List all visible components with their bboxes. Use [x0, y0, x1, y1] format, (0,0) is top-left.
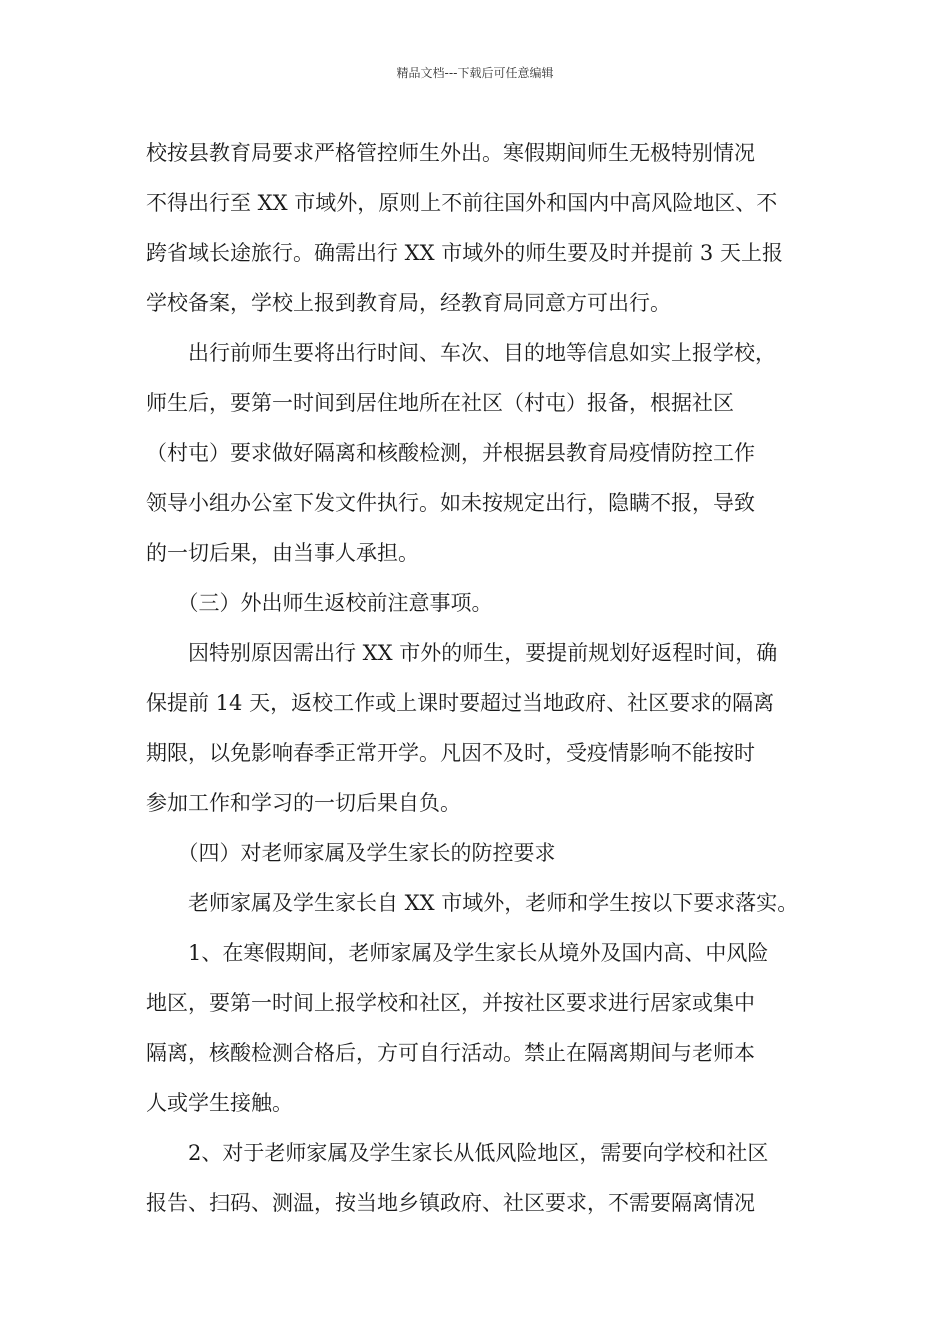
- text-line: 领导小组办公室下发文件执行。如未按规定出行，隐瞒不报，导致: [146, 491, 755, 515]
- page-header: 精品文档---下载后可任意编辑: [396, 66, 554, 80]
- text-line: 因特别原因需出行 XX 市外的师生，要提前规划好返程时间，确: [146, 641, 778, 665]
- text-line: （村屯）要求做好隔离和核酸检测，并根据县教育局疫情防控工作: [146, 441, 755, 465]
- paragraph-travel-control: [146, 128, 806, 328]
- text-line: 学校备案，学校上报到教育局，经教育局同意方可出行。: [146, 291, 671, 315]
- text-line: 地区，要第一时间上报学校和社区，并按社区要求进行居家或集中: [146, 991, 755, 1015]
- text-line: 保提前 14 天，返校工作或上课时要超过当地政府、社区要求的隔离: [146, 691, 775, 715]
- text-line: 参加工作和学习的一切后果自负。: [146, 791, 461, 815]
- text-line: 期限，以免影响春季正常开学。凡因不及时，受疫情影响不能按时: [146, 741, 755, 765]
- text-line: 师生后，要第一时间到居住地所在社区（村屯）报备，根据社区: [146, 391, 734, 415]
- paragraph-pre-travel-report: [146, 328, 806, 578]
- text-line: 的一切后果，由当事人承担。: [146, 541, 419, 565]
- text-line: 不得出行至 XX 市域外，原则上不前往国外和国内中高风险地区、不: [146, 191, 778, 215]
- text-line: 跨省域长途旅行。确需出行 XX 市域外的师生要及时并提前 3 天上报: [146, 241, 783, 265]
- text-line: （四）对老师家属及学生家长的防控要求: [146, 841, 556, 865]
- text-line: 报告、扫码、测温，按当地乡镇政府、社区要求，不需要隔离情况: [146, 1191, 755, 1215]
- paragraph-return-plan: [146, 628, 806, 828]
- section-heading-3: [146, 578, 806, 628]
- section-heading-4: [146, 828, 806, 878]
- text-line: 校按县教育局要求严格管控师生外出。寒假期间师生无极特别情况: [146, 141, 755, 165]
- text-line: 出行前师生要将出行时间、车次、目的地等信息如实上报学校，: [146, 341, 776, 365]
- paragraph-item-1: [146, 928, 806, 1128]
- paragraph-family-intro: [146, 878, 806, 928]
- paragraph-item-2: [146, 1128, 806, 1228]
- text-line: 人或学生接触。: [146, 1091, 293, 1115]
- text-line: 老师家属及学生家长自 XX 市域外，老师和学生按以下要求落实。: [146, 891, 799, 915]
- text-line: 2、对于老师家属及学生家长从低风险地区，需要向学校和社区: [146, 1141, 769, 1165]
- text-line: 隔离，核酸检测合格后，方可自行活动。禁止在隔离期间与老师本: [146, 1041, 755, 1065]
- text-line: （三）外出师生返校前注意事项。: [146, 591, 493, 615]
- document-body: [146, 128, 806, 1228]
- text-line: 1、在寒假期间，老师家属及学生家长从境外及国内高、中风险: [146, 941, 769, 965]
